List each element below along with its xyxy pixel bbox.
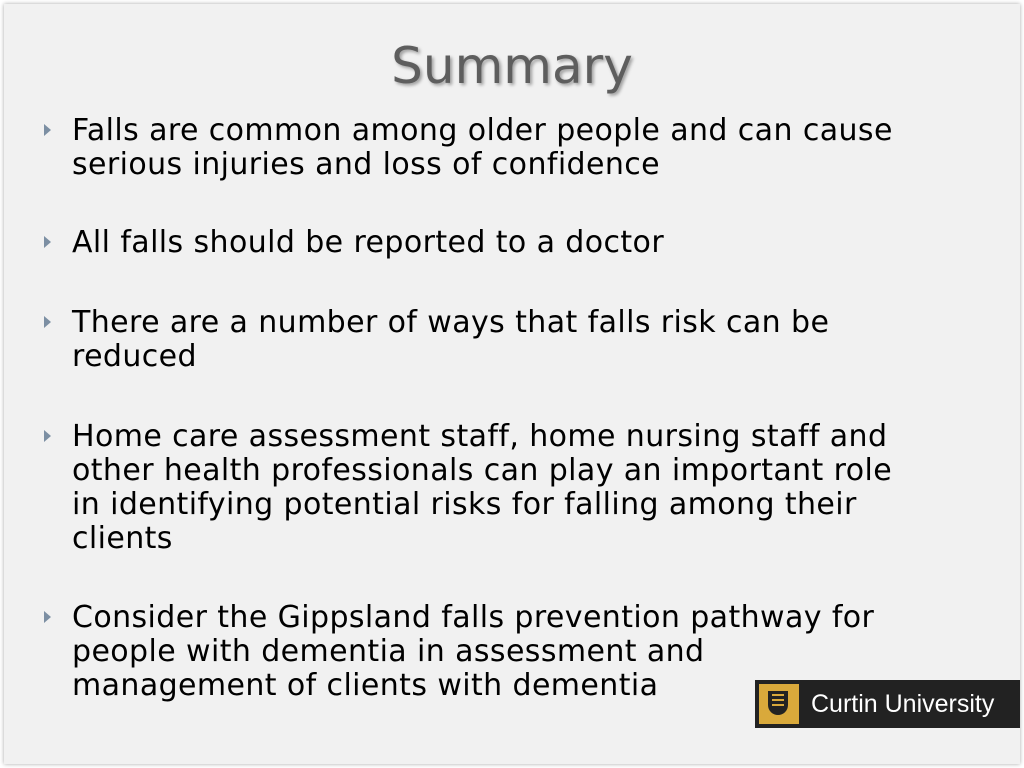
triangle-right-icon [44,236,51,248]
curtin-university-logo [755,680,1020,728]
bullet-text: There are a number of ways that falls risk can be reduced [72,305,830,374]
curtin-crest-icon [759,684,799,724]
bullet-item [44,226,994,260]
slide [4,4,1020,764]
bullet-text: Falls are common among older people and can cause serious injuries and loss of confidence [72,113,893,182]
bullet-list [4,4,1020,764]
triangle-right-icon [44,430,51,442]
logo-text: Curtin University [811,689,995,718]
triangle-right-icon [44,611,51,623]
triangle-right-icon [44,124,51,136]
bullet-item [44,114,994,182]
bullet-item [44,306,994,374]
triangle-right-icon [44,316,51,328]
bullet-text: Home care assessment staff, home nursing staff and other health professionals can play an important role in identifying potential risks for falling among their clients [72,419,893,556]
bullet-item [44,420,994,556]
bullet-text: Consider the Gippsland falls prevention pathway for people with dementia in assessment and management of clients with dementia [72,600,875,703]
slide-title: Summary [391,37,633,95]
bullet-text: All falls should be reported to a doctor [72,225,665,260]
